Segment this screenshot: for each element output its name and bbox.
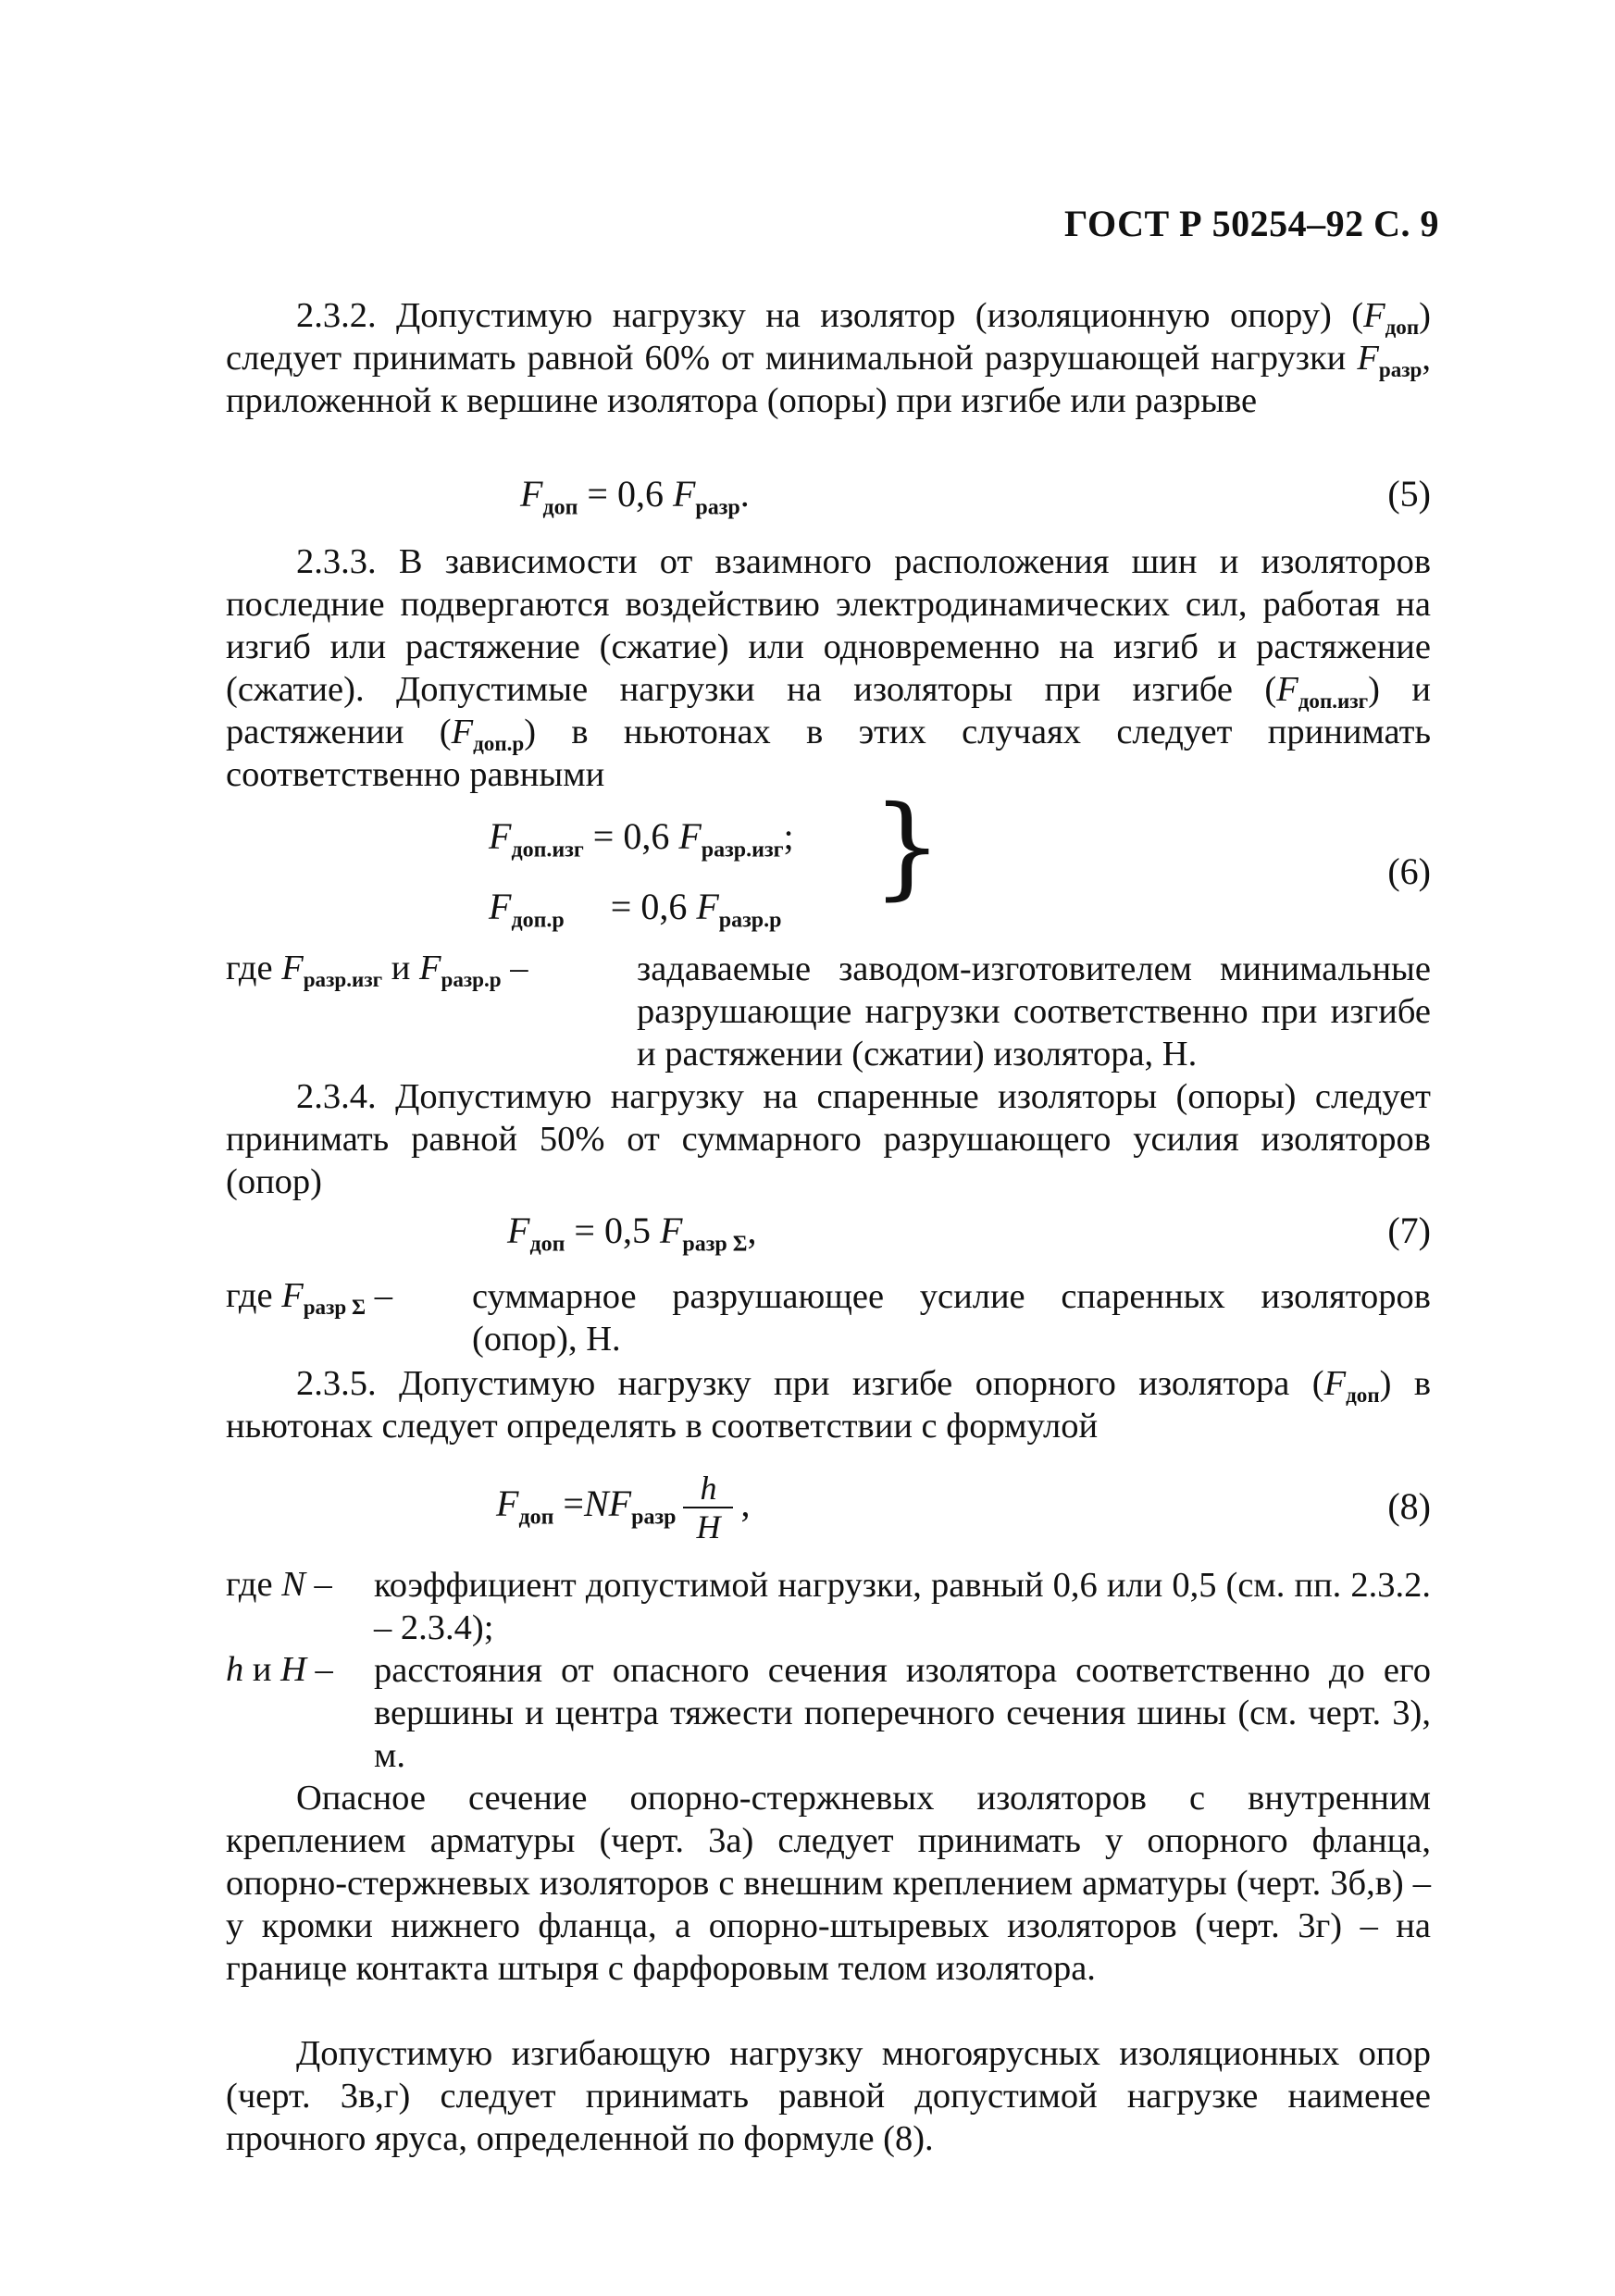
paragraph-danger-section: Опасное сечение опорно-стержневых изоляторов с внутренним креплением арматуры (черт. 3а) следует принимать у опорного фланца, опорно-стержневых изоляторов с внешним креплением арматуры (черт. 3б,в) – у кромки нижнего фланца, а опорно-штыревых изоляторов (черт. 3г) – на границе контакта штыря с фарфоровым телом изолятора.	[226, 1779, 1431, 1988]
where-7-label: где $F_{разр \Sigma}$ –	[226, 1276, 392, 1320]
paragraph-2-3-4: 2.3.4. Допустимую нагрузку на спаренные изоляторы (опоры) следует принимать равной 50% от суммарного разрушающего усилия изоляторов (опор)	[226, 1077, 1431, 1201]
where-6-label: где $F_{разр.изг}$ и $F_{разр.р}$ –	[226, 949, 528, 992]
paragraph-2-3-5: 2.3.5. Допустимую нагрузку при изгибе опорного изолятора $(F_{доп})$ в ньютонах следует определять в соответствии с формулой	[226, 1364, 1431, 1446]
paragraph-number: 2.3.2.	[296, 296, 377, 335]
formula-number-7: (7)	[1387, 1210, 1431, 1251]
formula-number-6: (6)	[1387, 850, 1431, 892]
formula-number-5: (5)	[1387, 473, 1431, 515]
paragraph-2-3-3: 2.3.3. В зависимости от взаимного расположения шин и изоляторов последние подвергаются воздействию электродинамических сил, работая на изгиб или растяжение (сжатие) или одновременно на изгиб и растяжение (сжатие). Допустимые нагрузки на изоляторы при изгибе $(F_{доп.изг})$ и растяжении $(F_{доп.р})$ в ньютонах в этих случаях следует принимать соответственно равными	[226, 542, 1432, 794]
formula-6-line-1: $F_{доп.изг} = 0,6$ $F_{разр.изг}$;	[489, 815, 794, 863]
fraction-h-over-H: $\frac{h}{H}$	[683, 1470, 733, 1545]
where-8-label-1: где N –	[226, 1565, 332, 1604]
where-7-text: суммарное разрушающее усилие спаренных изоляторов (опор), Н.	[472, 1277, 1431, 1359]
where-8-text-1: коэффициент допустимой нагрузки, равный 0,6 или 0,5 (см. пп. 2.3.2. – 2.3.4);	[374, 1566, 1431, 1647]
formula-6-brace: }	[872, 783, 943, 912]
paragraph-number: 2.3.4.	[296, 1077, 377, 1116]
formula-8: $F_{доп} =NF_{разр}$ $\frac{h}{H}$ ,	[496, 1470, 751, 1545]
where-8-text-2: расстояния от опасного сечения изолятора соответственно до его вершины и центра тяжести поперечного сечения шины (см. черт. 3), м.	[374, 1651, 1431, 1775]
formula-7: $F_{доп} = 0,5$ $F_{разр \Sigma}$,	[507, 1210, 757, 1257]
paragraph-multi-tier: Допустимую изгибающую нагрузку многоярусных изоляционных опор (черт. 3в,г) следует принимать равной допустимой нагрузке наименее прочного яруса, определенной по формуле (8).	[226, 2034, 1431, 2158]
page-header: ГОСТ Р 50254–92 С. 9	[1064, 203, 1439, 244]
paragraph-number: 2.3.3.	[296, 542, 377, 581]
formula-5: $F_{доп} = 0,6$ $F_{разр}$.	[520, 473, 750, 520]
where-6-text: задаваемые заводом-изготовителем минимальные разрушающие нагрузки соответственно при изгибе и растяжении (сжатии) изолятора, Н.	[637, 949, 1431, 1074]
paragraph-2-3-2: 2.3.2. Допустимую нагрузку на изолятор (изоляционную опору) $(F_{доп})$ следует принимать равной 60% от минимальной разрушающей нагрузки $F_{разр}$, приложенной к вершине изолятора (опоры) при изгибе или разрыве	[226, 296, 1431, 420]
paragraph-number: 2.3.5.	[296, 1364, 377, 1403]
formula-number-8: (8)	[1387, 1485, 1431, 1527]
formula-6-line-2: $F_{доп.р} = 0,6$ $F_{разр.р}$	[489, 886, 782, 933]
where-8-label-2: h и H –	[226, 1650, 333, 1689]
